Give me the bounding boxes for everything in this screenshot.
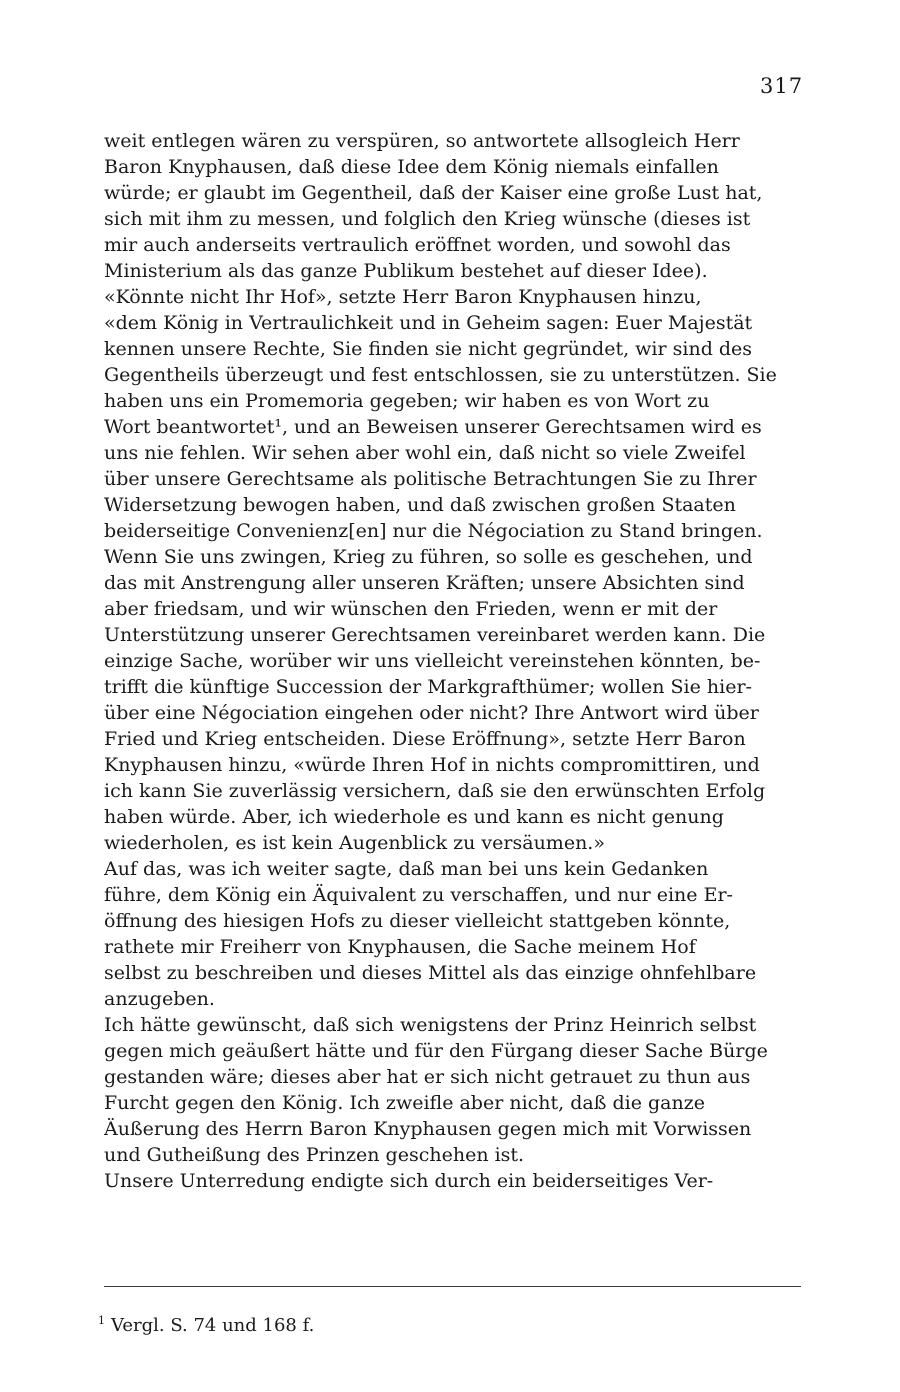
text-line: beiderseitige Convenienz[en] nur die Négociation zu Stand bringen.	[104, 520, 763, 542]
text-line: haben uns ein Promemoria gegeben; wir haben es von Wort zu	[104, 390, 710, 412]
footnote-marker: 1	[98, 1314, 105, 1327]
text-line: gegen mich geäußert hätte und für den Fürgang dieser Sache Bürge	[104, 1040, 768, 1062]
text-line: aber friedsam, und wir wünschen den Frieden, wenn er mit der	[104, 598, 718, 620]
text-line: anzugeben.	[104, 988, 215, 1010]
text-line: Gegentheils überzeugt und fest entschlossen, sie zu unterstützen. Sie	[104, 364, 777, 386]
text-line: ich kann Sie zuverlässig versichern, daß sie den erwünschten Erfolg	[104, 780, 766, 802]
text-line: «Könnte nicht Ihr Hof», setzte Herr Baron Knyphausen hinzu,	[104, 286, 702, 308]
footnote	[98, 1308, 314, 1339]
text-line: Wort beantwortet¹, und an Beweisen unserer Gerechtsamen wird es	[104, 416, 762, 438]
text-line: weit entlegen wären zu verspüren, so antwortete allsogleich Herr	[104, 130, 740, 152]
text-line: trifft die künftige Succession der Markgrafthümer; wollen Sie hier-	[104, 676, 752, 698]
text-line: Auf das, was ich weiter sagte, daß man bei uns kein Gedanken	[104, 858, 709, 880]
text-line: Unterstützung unserer Gerechtsamen vereinbaret werden kann. Die	[104, 624, 766, 646]
text-line: führe, dem König ein Äquivalent zu verschaffen, und nur eine Er-	[104, 884, 733, 906]
text-line: gestanden wäre; dieses aber hat er sich nicht getrauet zu thun aus	[104, 1066, 751, 1088]
footnote-text: Vergl. S. 74 und 168 f.	[111, 1315, 315, 1336]
text-line: sich mit ihm zu messen, und folglich den Krieg wünsche (dieses ist	[104, 208, 751, 230]
text-line: rathete mir Freiherr von Knyphausen, die Sache meinem Hof	[104, 936, 696, 958]
text-line: Ich hätte gewünscht, daß sich wenigstens der Prinz Heinrich selbst	[104, 1014, 757, 1036]
text-line: über eine Négociation eingehen oder nicht? Ihre Antwort wird über	[104, 702, 759, 724]
text-line: haben würde. Aber, ich wiederhole es und kann es nicht genung	[104, 806, 724, 828]
text-line: Baron Knyphausen, daß diese Idee dem König niemals einfallen	[104, 156, 719, 178]
text-line: einzige Sache, worüber wir uns vielleicht vereinstehen könnten, be-	[104, 650, 761, 672]
text-line: Furcht gegen den König. Ich zweifle aber nicht, daß die ganze	[104, 1092, 705, 1114]
page-number: 317	[760, 74, 804, 98]
text-line: selbst zu beschreiben und dieses Mittel als das einzige ohnfehlbare	[104, 962, 757, 984]
text-line: mir auch anderseits vertraulich eröffnet worden, und sowohl das	[104, 234, 731, 256]
text-line: Wenn Sie uns zwingen, Krieg zu führen, so solle es geschehen, und	[104, 546, 753, 568]
text-line: Fried und Krieg entscheiden. Diese Eröffnung», setzte Herr Baron	[104, 728, 746, 750]
text-line: wiederholen, es ist kein Augenblick zu versäumen.»	[104, 832, 605, 854]
text-line: Widersetzung bewogen haben, und daß zwischen großen Staaten	[104, 494, 736, 516]
text-line: Äußerung des Herrn Baron Knyphausen gegen mich mit Vorwissen	[104, 1118, 752, 1140]
text-line: Knyphausen hinzu, «würde Ihren Hof in nichts compromittiren, und	[104, 754, 760, 776]
text-line: Ministerium als das ganze Publikum bestehet auf dieser Idee).	[104, 260, 708, 282]
footnote-divider	[104, 1286, 801, 1287]
body-text	[104, 128, 801, 1194]
text-line: und Gutheißung des Prinzen geschehen ist.	[104, 1144, 525, 1166]
text-line: kennen unsere Rechte, Sie finden sie nicht gegründet, wir sind des	[104, 338, 753, 360]
text-line: Unsere Unterredung endigte sich durch ein beiderseitiges Ver-	[104, 1170, 714, 1192]
text-line: uns nie fehlen. Wir sehen aber wohl ein, daß nicht so viele Zweifel	[104, 442, 746, 464]
text-line: das mit Anstrengung aller unseren Kräften; unsere Absichten sind	[104, 572, 745, 594]
text-line: «dem König in Vertraulichkeit und in Geheim sagen: Euer Majestät	[104, 312, 753, 334]
text-line: öffnung des hiesigen Hofs zu dieser vielleicht stattgeben könnte,	[104, 910, 731, 932]
text-line: würde; er glaubt im Gegentheil, daß der Kaiser eine große Lust hat,	[104, 182, 763, 204]
text-line: über unsere Gerechtsame als politische Betrachtungen Sie zu Ihrer	[104, 468, 757, 490]
